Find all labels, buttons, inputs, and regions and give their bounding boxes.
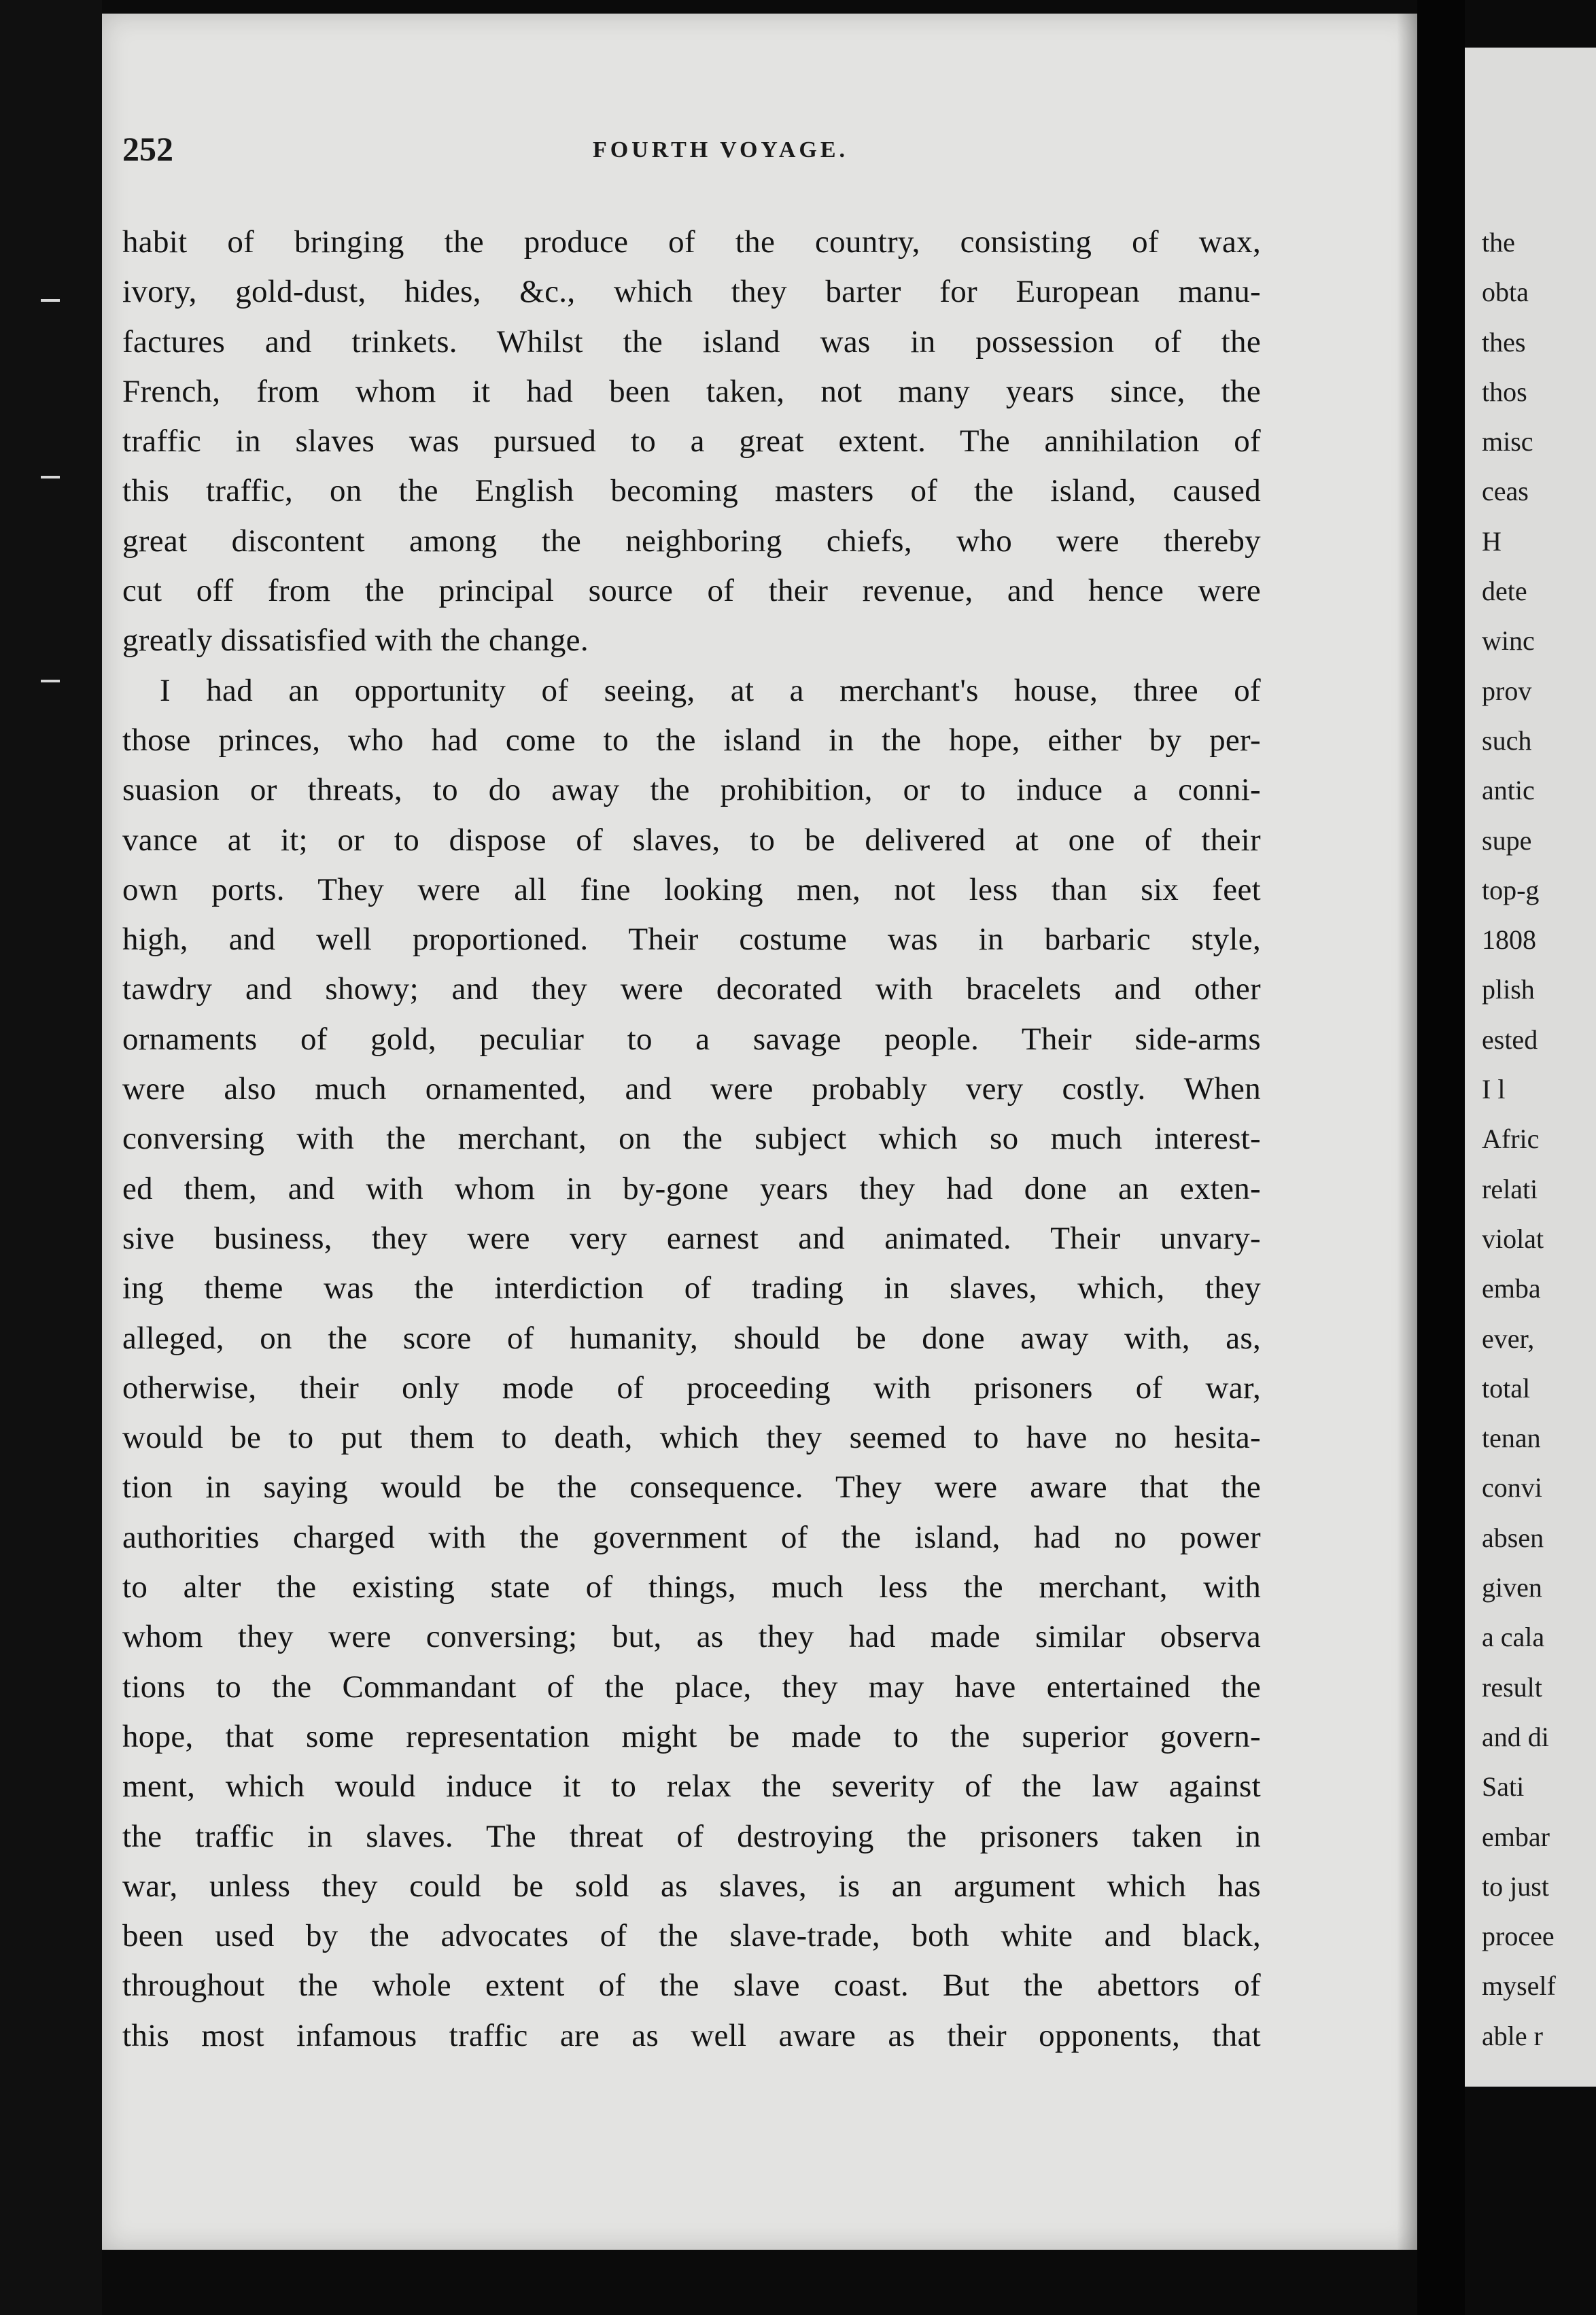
text-line: tawdry and showy; and they were decorated with bracelets and other bbox=[122, 971, 1261, 1007]
text-line: otherwise, their only mode of proceeding with prisoners of war, bbox=[122, 1370, 1261, 1406]
text-line: alleged, on the score of humanity, should be done away with, as, bbox=[122, 1320, 1261, 1356]
text-line: own ports. They were all fine looking men, not less than six feet bbox=[122, 871, 1261, 907]
text-line: this traffic, on the English becoming masters of the island, caused bbox=[122, 473, 1261, 509]
text-line: sive business, they were very earnest and animated. Their unvary- bbox=[122, 1220, 1261, 1256]
fragment-line: relati bbox=[1482, 1173, 1538, 1204]
text-line: suasion or threats, to do away the prohibition, or to induce a conni- bbox=[122, 772, 1261, 808]
fragment-line: thes bbox=[1482, 326, 1526, 358]
text-line: tion in saying would be the consequence. They were aware that the bbox=[122, 1469, 1261, 1505]
margin-mark bbox=[41, 299, 60, 302]
fragment-line: myself bbox=[1482, 1970, 1556, 2002]
fragment-line: thos bbox=[1482, 376, 1527, 407]
fragment-line: winc bbox=[1482, 625, 1535, 657]
fragment-line: to just bbox=[1482, 1870, 1549, 1902]
text-line: vance at it; or to dispose of slaves, to be delivered at one of their bbox=[122, 822, 1261, 858]
fragment-line: violat bbox=[1482, 1223, 1544, 1254]
book-gutter bbox=[1417, 0, 1465, 2315]
text-line: throughout the whole extent of the slave coast. But the abettors of bbox=[122, 1968, 1261, 2004]
text-line: war, unless they could be sold as slaves, is an argument which has bbox=[122, 1868, 1261, 1904]
text-line: tions to the Commandant of the place, they may have entertained the bbox=[122, 1669, 1261, 1705]
fragment-line: H bbox=[1482, 525, 1502, 557]
fragment-line: 1808 bbox=[1482, 924, 1536, 956]
fragment-line: supe bbox=[1482, 824, 1532, 856]
text-line: to alter the existing state of things, much less the merchant, with bbox=[122, 1569, 1261, 1605]
fragment-line: ested bbox=[1482, 1024, 1538, 1055]
fragment-line: emba bbox=[1482, 1273, 1541, 1304]
fragment-line: the bbox=[1482, 227, 1515, 258]
fragment-line: convi bbox=[1482, 1472, 1542, 1503]
text-line: traffic in slaves was pursued to a great extent. The annihilation of bbox=[122, 423, 1261, 459]
left-scan-margin bbox=[0, 0, 102, 2315]
fragment-line: antic bbox=[1482, 775, 1535, 806]
body-text bbox=[122, 217, 1261, 2061]
fragment-line: Sati bbox=[1482, 1771, 1525, 1803]
text-line: whom they were conversing; but, as they had made similar observa bbox=[122, 1619, 1261, 1655]
fragment-line: misc bbox=[1482, 426, 1533, 457]
fragment-line: embar bbox=[1482, 1821, 1550, 1852]
text-line: ing theme was the interdiction of trading in slaves, which, they bbox=[122, 1270, 1261, 1306]
fragment-line: top-g bbox=[1482, 874, 1540, 905]
fragment-line: such bbox=[1482, 725, 1532, 756]
text-line: high, and well proportioned. Their costume was in barbaric style, bbox=[122, 922, 1261, 958]
fragment-line: I l bbox=[1482, 1074, 1506, 1105]
text-line: would be to put them to death, which they seemed to have no hesita- bbox=[122, 1420, 1261, 1456]
fragment-line: tenan bbox=[1482, 1423, 1541, 1454]
fragment-line: ever, bbox=[1482, 1323, 1535, 1354]
page-header bbox=[122, 129, 1319, 170]
text-line: greatly dissatisfied with the change. bbox=[122, 623, 589, 659]
page-number: 252 bbox=[122, 130, 173, 168]
adjacent-page-text bbox=[1482, 217, 1596, 2061]
fragment-line: dete bbox=[1482, 576, 1527, 607]
fragment-line: total bbox=[1482, 1372, 1531, 1404]
margin-mark bbox=[41, 680, 60, 682]
running-head: FOURTH VOYAGE. bbox=[592, 137, 849, 162]
fragment-line: obta bbox=[1482, 277, 1529, 308]
fragment-line: a cala bbox=[1482, 1622, 1545, 1653]
fragment-line: result bbox=[1482, 1671, 1542, 1703]
text-line: conversing with the merchant, on the subject which so much interest- bbox=[122, 1121, 1261, 1157]
fragment-line: plish bbox=[1482, 974, 1535, 1005]
fragment-line: Afric bbox=[1482, 1124, 1540, 1155]
text-line: French, from whom it had been taken, not many years since, the bbox=[122, 373, 1261, 409]
text-line: ornaments of gold, peculiar to a savage people. Their side-arms bbox=[122, 1021, 1261, 1057]
fragment-line: able r bbox=[1482, 2020, 1543, 2051]
fragment-line: ceas bbox=[1482, 476, 1529, 507]
text-line: been used by the advocates of the slave-trade, both white and black, bbox=[122, 1918, 1261, 1954]
text-line: ment, which would induce it to relax the severity of the law against bbox=[122, 1769, 1261, 1805]
text-line: authorities charged with the government of the island, had no power bbox=[122, 1519, 1261, 1555]
margin-mark bbox=[41, 476, 60, 478]
text-line: ed them, and with whom in by-gone years they had done an exten- bbox=[122, 1170, 1261, 1206]
fragment-line: absen bbox=[1482, 1522, 1544, 1553]
text-line: hope, that some representation might be made to the superior govern- bbox=[122, 1718, 1261, 1754]
text-line: cut off from the principal source of their revenue, and hence were bbox=[122, 573, 1261, 609]
text-line: the traffic in slaves. The threat of destroying the prisoners taken in bbox=[122, 1818, 1261, 1854]
fragment-line: prov bbox=[1482, 675, 1532, 706]
text-line: I had an opportunity of seeing, at a merchant's house, three of bbox=[160, 672, 1261, 708]
fragment-line: given bbox=[1482, 1572, 1542, 1603]
text-line: were also much ornamented, and were probably very costly. When bbox=[122, 1071, 1261, 1107]
fragment-line: and di bbox=[1482, 1721, 1549, 1752]
text-line: great discontent among the neighboring chiefs, who were thereby bbox=[122, 523, 1261, 559]
text-line: ivory, gold-dust, hides, &c., which they barter for European manu- bbox=[122, 274, 1261, 310]
text-line: this most infamous traffic are as well aware as their opponents, that bbox=[122, 2017, 1261, 2053]
fragment-line: procee bbox=[1482, 1921, 1555, 1952]
text-line: factures and trinkets. Whilst the island was in possession of the bbox=[122, 324, 1261, 360]
text-line: those princes, who had come to the island in the hope, either by per- bbox=[122, 722, 1261, 758]
text-line: habit of bringing the produce of the country, consisting of wax, bbox=[122, 224, 1261, 260]
